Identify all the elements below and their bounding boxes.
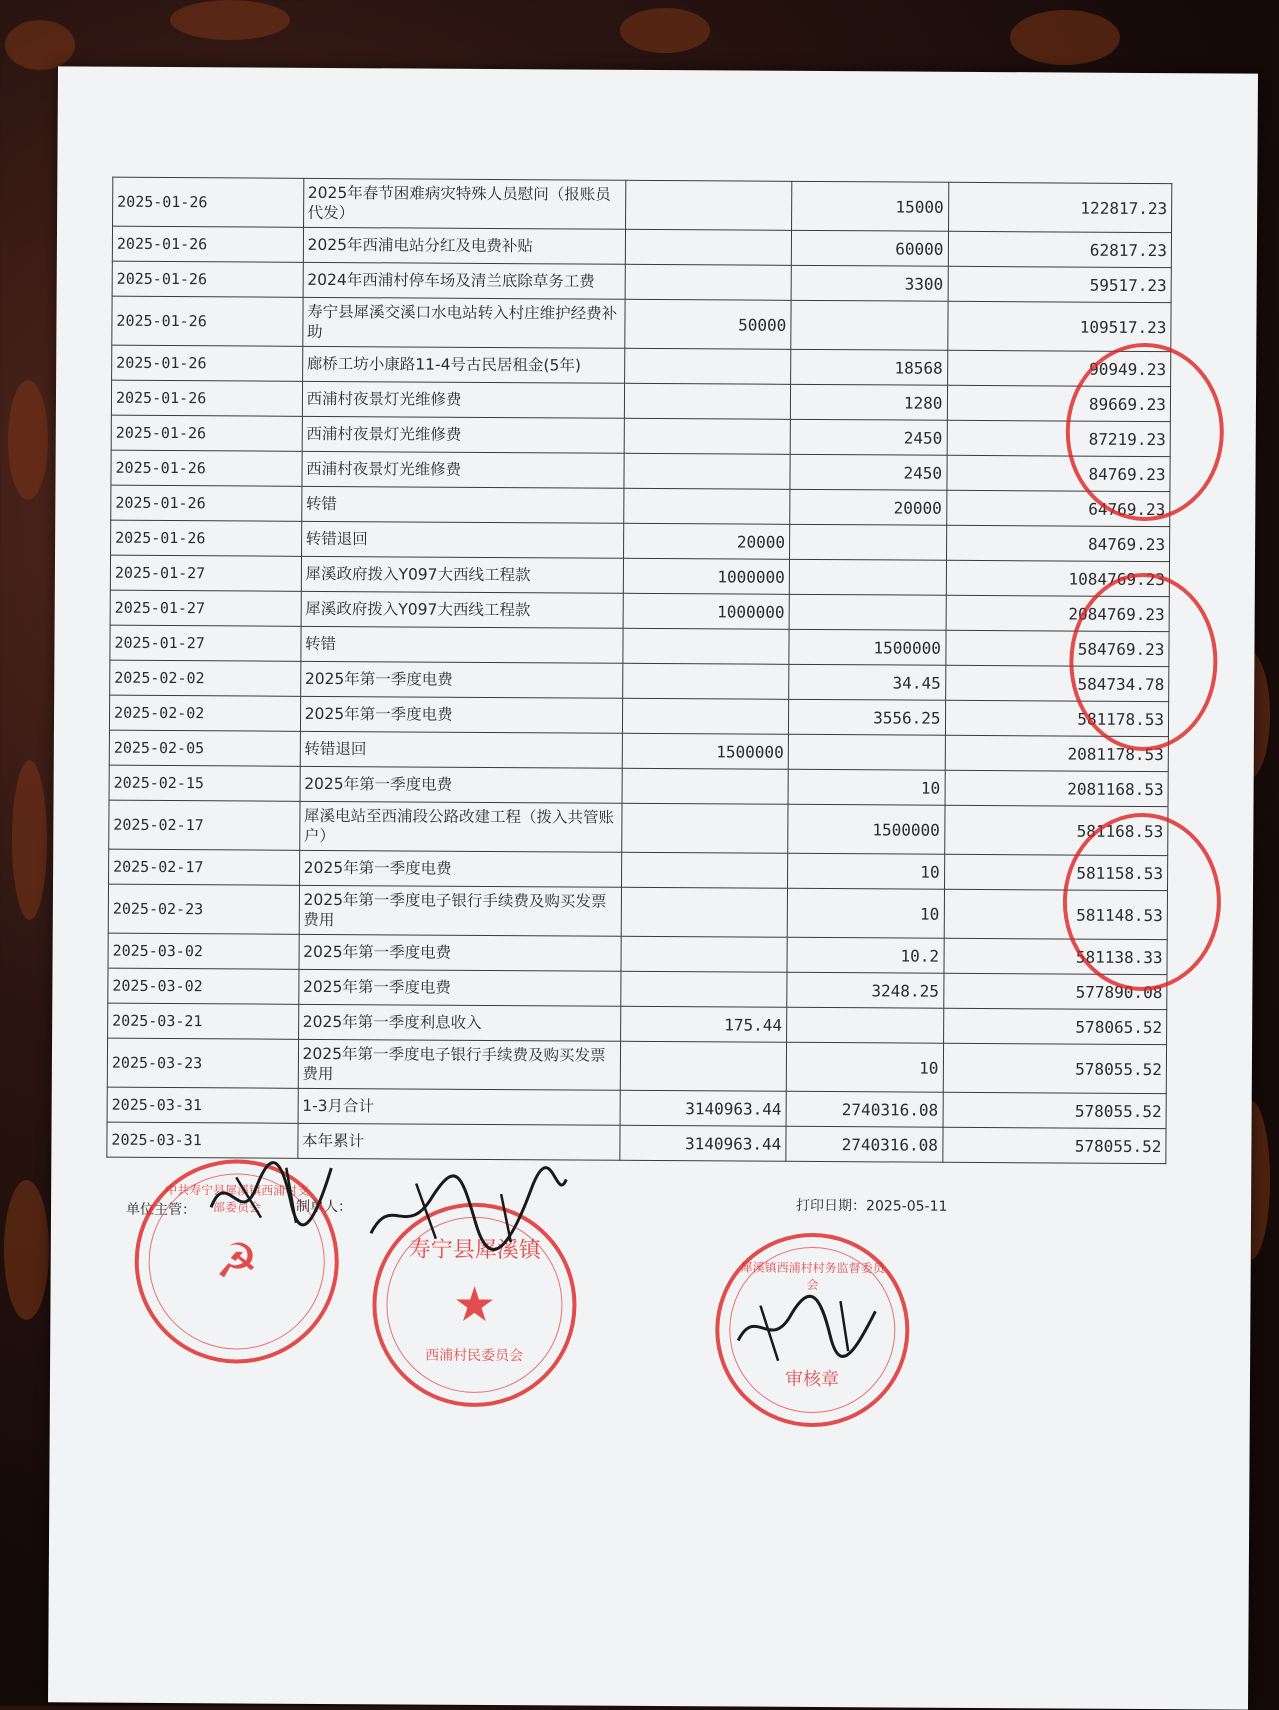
ledger-table <box>106 177 1172 1164</box>
entry-date: 2025-03-02 <box>108 933 299 969</box>
entry-balance: 584769.23 <box>945 630 1169 666</box>
entry-date: 2025-02-05 <box>109 730 300 766</box>
entry-description: 2025年第一季度电费 <box>299 934 621 971</box>
entry-date: 2025-02-23 <box>108 884 299 934</box>
signature-auditor <box>730 1280 881 1371</box>
entry-income <box>624 418 790 454</box>
entry-date: 2025-03-31 <box>107 1087 298 1123</box>
entry-balance: 578065.52 <box>943 1008 1167 1044</box>
entry-description: 2025年第一季度电费 <box>300 661 622 698</box>
entry-expense <box>789 559 946 595</box>
entry-date: 2025-01-27 <box>110 555 301 591</box>
entry-date: 2025-01-26 <box>112 345 303 381</box>
entry-income <box>624 453 790 489</box>
entry-description: 2025年西浦电站分红及电费补贴 <box>303 227 625 264</box>
entry-balance: 581178.53 <box>945 700 1169 736</box>
table-row <box>108 884 1167 939</box>
background-speckle <box>4 1180 49 1320</box>
entry-date: 2025-01-26 <box>111 380 302 416</box>
entry-expense: 1500000 <box>788 804 945 854</box>
entry-balance: 581158.53 <box>944 854 1168 890</box>
entry-description: 2025年第一季度电费 <box>300 766 622 803</box>
entry-expense: 18568 <box>790 349 947 385</box>
table-row <box>113 177 1172 232</box>
entry-description: 2025年第一季度电子银行手续费及购买发票费用 <box>299 885 621 936</box>
entry-expense: 34.45 <box>789 664 946 700</box>
entry-income <box>621 852 787 888</box>
entry-balance: 2084769.23 <box>946 595 1170 631</box>
villagers-committee-stamp-top: 寿宁县犀溪镇 <box>408 1237 541 1264</box>
entry-income <box>623 488 789 524</box>
entry-income: 175.44 <box>620 1006 786 1042</box>
entry-expense <box>789 524 946 560</box>
entry-description: 本年累计 <box>297 1123 619 1160</box>
entry-description: 2025年第一季度电费 <box>298 969 620 1006</box>
entry-balance: 1084769.23 <box>946 560 1170 596</box>
preparer-label: 制单人： <box>296 1198 353 1216</box>
entry-description: 2025年春节困难病灾特殊人员慰问（报账员代发） <box>303 178 625 229</box>
entry-income <box>621 936 787 972</box>
entry-expense: 10 <box>787 853 944 889</box>
entry-description: 犀溪政府拨入Y097大西线工程款 <box>301 591 623 628</box>
supervision-stamp-top: 犀溪镇西浦村村务监督委员会 <box>740 1260 885 1293</box>
entry-expense <box>788 734 945 770</box>
entry-balance: 581148.53 <box>944 889 1168 939</box>
entry-expense: 1500000 <box>789 629 946 665</box>
print-date: 打印日期：2025-05-11 <box>796 1197 948 1215</box>
entry-expense: 1280 <box>790 384 947 420</box>
entry-balance: 84769.23 <box>946 525 1170 561</box>
entry-description: 1-3月合计 <box>298 1088 620 1125</box>
entry-expense: 10.2 <box>787 937 944 973</box>
entry-income <box>623 628 789 664</box>
entry-income <box>625 229 791 265</box>
entry-balance: 89669.23 <box>947 385 1171 421</box>
entry-expense <box>791 300 948 350</box>
entry-date: 2025-01-27 <box>110 590 301 626</box>
party-branch-stamp-text: 中共寿宁县犀溪镇西浦村支部委员会 <box>165 1183 310 1215</box>
entry-income <box>621 971 787 1007</box>
entry-balance: 578055.52 <box>942 1127 1166 1163</box>
partial-stamp-right-1 <box>1065 342 1224 521</box>
background-speckle <box>8 380 48 500</box>
entry-description: 西浦村夜景灯光维修费 <box>302 381 624 418</box>
entry-expense: 2740316.08 <box>786 1126 943 1162</box>
entry-balance: 59517.23 <box>948 266 1172 302</box>
star-icon: ★ <box>452 1276 497 1334</box>
villagers-committee-stamp-bottom: 西浦村民委员会 <box>425 1347 524 1365</box>
entry-date: 2025-03-23 <box>107 1038 298 1088</box>
table-row <box>109 800 1168 855</box>
entry-balance: 87219.23 <box>947 420 1171 456</box>
background-speckle <box>5 20 75 70</box>
entry-expense <box>786 1007 943 1043</box>
entry-date: 2025-01-27 <box>110 625 301 661</box>
partial-stamp-right-2 <box>1069 573 1218 752</box>
entry-income: 3140963.44 <box>620 1090 786 1126</box>
entry-description: 2025年第一季度电费 <box>300 696 622 733</box>
entry-expense: 10 <box>786 1042 943 1092</box>
entry-income: 20000 <box>623 523 789 559</box>
supervision-stamp-bottom: 审核章 <box>784 1368 840 1391</box>
entry-expense: 10 <box>788 769 945 805</box>
entry-description: 2025年第一季度电费 <box>299 850 621 887</box>
entry-income: 1000000 <box>623 593 789 629</box>
entry-balance: 578055.52 <box>943 1092 1167 1128</box>
entry-balance: 2081168.53 <box>945 770 1169 806</box>
entry-income <box>621 803 787 853</box>
entry-description: 转错退回 <box>300 731 622 768</box>
entry-description: 廊桥工坊小康路11-4号古民居租金(5年) <box>302 346 624 383</box>
entry-income <box>625 264 791 300</box>
ledger-sheet <box>48 66 1258 1709</box>
entry-income <box>625 180 791 230</box>
entry-date: 2025-01-26 <box>111 415 302 451</box>
entry-expense: 3556.25 <box>788 699 945 735</box>
entry-expense: 60000 <box>791 230 948 266</box>
entry-balance: 62817.23 <box>948 231 1172 267</box>
background-speckle <box>12 760 47 920</box>
entry-balance: 578055.52 <box>943 1043 1167 1093</box>
entry-date: 2025-01-26 <box>111 485 302 521</box>
entry-balance: 84769.23 <box>946 455 1170 491</box>
entry-expense: 2740316.08 <box>786 1091 943 1127</box>
entry-income <box>624 348 790 384</box>
entry-income <box>622 768 788 804</box>
entry-income <box>622 698 788 734</box>
entry-balance: 122817.23 <box>948 182 1172 232</box>
entry-date: 2025-03-02 <box>108 968 299 1004</box>
entry-description: 西浦村夜景灯光维修费 <box>302 416 624 453</box>
entry-description: 犀溪电站至西浦段公路改建工程（拨入共管账户） <box>299 801 621 852</box>
entry-date: 2025-01-26 <box>113 177 304 227</box>
entry-date: 2025-02-02 <box>110 660 301 696</box>
signature-unit-head <box>201 1147 342 1238</box>
entry-date: 2025-03-31 <box>107 1122 298 1158</box>
entry-income: 50000 <box>625 299 791 349</box>
entry-expense: 3248.25 <box>787 972 944 1008</box>
entry-balance: 584734.78 <box>945 665 1169 701</box>
entry-date: 2025-01-26 <box>112 296 303 346</box>
entry-description: 2025年第一季度利息收入 <box>298 1004 620 1041</box>
entry-balance: 581168.53 <box>944 805 1168 855</box>
background-speckle <box>1010 10 1120 65</box>
entry-date: 2025-01-26 <box>112 226 303 262</box>
unit-head-label: 单位主管： <box>125 1201 197 1219</box>
entry-expense: 15000 <box>791 181 948 231</box>
entry-description: 犀溪政府拨入Y097大西线工程款 <box>301 556 623 593</box>
entry-description: 2024年西浦村停车场及清兰底除草务工费 <box>303 262 625 299</box>
entry-description: 转错退回 <box>301 521 623 558</box>
entry-date: 2025-02-17 <box>109 849 300 885</box>
table-row <box>112 296 1171 351</box>
entry-expense <box>789 594 946 630</box>
entry-expense: 2450 <box>790 419 947 455</box>
background-speckle <box>170 0 290 40</box>
entry-income: 3140963.44 <box>620 1125 786 1161</box>
background-speckle <box>620 8 710 53</box>
entry-balance: 64769.23 <box>946 490 1170 526</box>
entry-description: 西浦村夜景灯光维修费 <box>302 451 624 488</box>
entry-expense: 20000 <box>790 489 947 525</box>
entry-income <box>622 663 788 699</box>
signature-preparer <box>361 1163 572 1254</box>
entry-date: 2025-01-26 <box>111 450 302 486</box>
entry-balance: 109517.23 <box>947 301 1171 351</box>
entry-income <box>621 887 787 937</box>
table-row <box>107 1038 1166 1093</box>
entry-expense: 3300 <box>791 265 948 301</box>
entry-description: 2025年第一季度电子银行手续费及购买发票费用 <box>298 1039 620 1090</box>
entry-expense: 2450 <box>790 454 947 490</box>
entry-date: 2025-02-15 <box>109 765 300 801</box>
entry-date: 2025-01-26 <box>112 261 303 297</box>
entry-description: 转错 <box>300 626 622 663</box>
hammer-sickle-icon: ☭ <box>215 1233 259 1290</box>
entry-income: 1500000 <box>622 733 788 769</box>
entry-balance: 2081178.53 <box>945 735 1169 771</box>
entry-balance: 577890.08 <box>943 973 1167 1009</box>
entry-balance: 90949.23 <box>947 350 1171 386</box>
entry-date: 2025-02-17 <box>109 800 300 850</box>
entry-income <box>624 383 790 419</box>
entry-date: 2025-01-26 <box>111 520 302 556</box>
entry-description: 寿宁县犀溪交溪口水电站转入村庄维护经费补助 <box>302 297 624 348</box>
entry-income <box>620 1041 786 1091</box>
entry-date: 2025-02-02 <box>109 695 300 731</box>
entry-balance: 581138.33 <box>943 938 1167 974</box>
entry-description: 转错 <box>301 486 623 523</box>
entry-date: 2025-03-21 <box>108 1003 299 1039</box>
entry-income: 1000000 <box>623 558 789 594</box>
partial-stamp-right-3 <box>1062 812 1221 991</box>
entry-expense: 10 <box>787 888 944 938</box>
